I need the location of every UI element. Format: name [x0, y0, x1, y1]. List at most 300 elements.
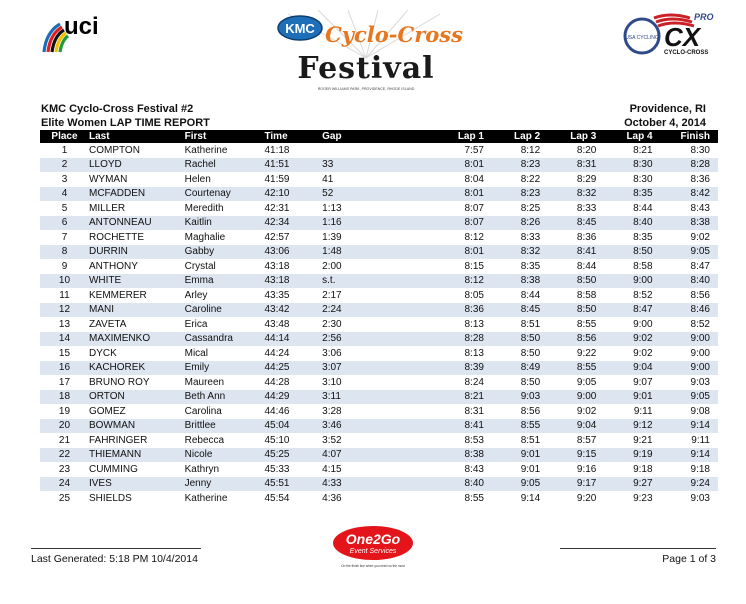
cell-lap3: 9:22 — [576, 347, 597, 359]
cell-lap4: 8:58 — [633, 260, 653, 272]
page-number: Page 1 of 3 — [662, 553, 716, 565]
cell-lap1: 8:04 — [464, 173, 484, 185]
cell-first: Gabby — [185, 245, 265, 260]
cell-lap1: 8:15 — [464, 260, 484, 272]
cell-gap: 3:10 — [322, 376, 342, 388]
cell-lap1: 8:21 — [409, 390, 492, 405]
cell-lap1: 8:07 — [464, 202, 484, 214]
cell-place: 13 — [58, 318, 71, 330]
festival-wordmark: Festival — [297, 51, 435, 86]
cell-time: 45:54 — [264, 492, 290, 504]
cell-lap4: 8:35 — [604, 187, 660, 202]
cell-time: 45:51 — [264, 477, 322, 492]
cell-lap3: 8:31 — [548, 158, 604, 173]
cell-first: Helen — [184, 173, 211, 185]
cell-place: 23 — [58, 463, 71, 475]
cell-place: 25 — [58, 492, 71, 504]
cell-lap1: 8:01 — [409, 187, 492, 202]
cell-time: 45:33 — [264, 463, 290, 475]
cell-lap1: 8:24 — [464, 376, 484, 388]
cell-lap4: 8:30 — [604, 158, 660, 173]
cell-place: 22 — [40, 448, 89, 463]
cell-lap1: 8:01 — [409, 158, 492, 173]
table-row — [40, 332, 718, 347]
table-row — [40, 462, 718, 477]
cell-lap2: 8:44 — [520, 289, 541, 301]
cell-lap1: 8:43 — [464, 463, 484, 475]
cell-time: 41:51 — [264, 158, 322, 173]
cell-lap1: 8:36 — [409, 303, 492, 318]
table-row — [40, 201, 718, 216]
table-row — [40, 419, 718, 434]
one2go-logo — [328, 524, 418, 570]
table-row — [40, 433, 718, 448]
cell-finish: 8:52 — [690, 318, 710, 330]
col-finish: Finish — [661, 130, 718, 143]
cell-lap3: 8:50 — [548, 274, 604, 289]
cell-lap2: 8:51 — [520, 434, 541, 446]
cell-finish: 9:00 — [661, 361, 718, 376]
cell-time: 41:59 — [264, 173, 290, 185]
cell-last: DURRIN — [89, 245, 185, 260]
cell-last: WYMAN — [88, 173, 128, 185]
cell-lap2: 8:51 — [520, 318, 541, 330]
cell-time: 42:31 — [264, 202, 290, 214]
cell-first: Mical — [184, 347, 208, 359]
cell-gap: 4:15 — [322, 463, 342, 475]
cell-gap: 2:56 — [322, 332, 409, 347]
kmc-text: KMC — [285, 21, 315, 36]
cell-place: 5 — [61, 202, 68, 214]
cell-lap3: 8:55 — [548, 361, 604, 376]
cell-last: COMPTON — [88, 144, 140, 156]
cell-place: 20 — [40, 419, 89, 434]
uci-wordmark: uci — [64, 13, 99, 40]
cell-lap4: 9:11 — [633, 405, 653, 417]
cell-lap3: 8:56 — [548, 332, 604, 347]
cell-time: 43:18 — [264, 274, 322, 289]
cell-gap: 1:13 — [322, 202, 342, 214]
cell-finish: 8:30 — [690, 144, 710, 156]
table-row — [40, 390, 718, 405]
cell-lap4: 8:40 — [604, 216, 660, 231]
cell-last: ANTHONY — [88, 260, 138, 272]
kmc-cyclocross-festival-logo — [268, 10, 464, 96]
cell-finish: 9:08 — [690, 405, 710, 417]
cell-time: 41:18 — [264, 144, 290, 156]
cell-finish: 9:11 — [691, 434, 710, 446]
event-date: October 4, 2014 — [624, 117, 706, 129]
cell-lap4: 9:00 — [604, 274, 660, 289]
cell-time: 45:25 — [264, 448, 322, 463]
cell-last: ANTONNEAU — [89, 216, 185, 231]
cell-lap3: 9:17 — [548, 477, 604, 492]
cell-last: THIEMANN — [89, 448, 185, 463]
cell-place: 10 — [40, 274, 89, 289]
cell-first: Emily — [185, 361, 265, 376]
one2go-wordmark: One2Go — [345, 531, 401, 547]
cell-place: 24 — [40, 477, 89, 492]
cell-gap: 2:24 — [322, 303, 409, 318]
cell-finish: 8:38 — [661, 216, 718, 231]
cell-lap1: 8:41 — [409, 419, 492, 434]
cell-first: Cassandra — [185, 332, 265, 347]
cyclocross-script: Cyclo-Cross — [325, 22, 463, 47]
one2go-tagline: On the finish line when you need us the most — [341, 564, 405, 568]
cell-lap1: 8:13 — [464, 347, 484, 359]
cell-time: 43:48 — [264, 318, 290, 330]
cell-lap4: 9:12 — [604, 419, 660, 434]
cell-time: 44:14 — [264, 332, 322, 347]
table-row — [40, 404, 718, 419]
col-lap2: Lap 2 — [492, 130, 548, 143]
cell-place: 2 — [40, 158, 89, 173]
cell-lap2: 8:22 — [520, 173, 541, 185]
cell-lap1: 8:55 — [464, 492, 484, 504]
cell-last: BRUNO ROY — [88, 376, 150, 388]
cell-first: Beth Ann — [185, 390, 265, 405]
cell-last: MILLER — [88, 202, 126, 214]
cell-gap: 1:39 — [322, 231, 342, 243]
cell-lap4: 8:35 — [633, 231, 653, 243]
table-row — [40, 259, 718, 274]
cell-time: 44:46 — [264, 405, 290, 417]
cell-finish: 8:36 — [690, 173, 710, 185]
cell-last: ROCHETTE — [88, 231, 144, 243]
cell-lap2: 8:56 — [520, 405, 541, 417]
cell-lap4: 9:18 — [633, 463, 653, 475]
cell-gap: 52 — [322, 187, 409, 202]
last-generated: Last Generated: 5:18 PM 10/4/2014 — [31, 553, 198, 565]
cell-lap2: 8:50 — [520, 376, 541, 388]
cell-last: WHITE — [89, 274, 185, 289]
cell-last: MANI — [89, 303, 185, 318]
cell-gap: 41 — [322, 173, 334, 185]
cell-first: Courtenay — [185, 187, 265, 202]
cell-gap: 4:36 — [322, 492, 342, 504]
cell-lap4: 9:07 — [633, 376, 653, 388]
cell-lap1: 8:31 — [464, 405, 484, 417]
col-time: Time — [264, 130, 322, 143]
cell-lap1: 8:01 — [409, 245, 492, 260]
cell-last: CUMMING — [88, 463, 138, 475]
cell-lap2: 8:23 — [492, 187, 548, 202]
cell-time: 44:25 — [264, 361, 322, 376]
cell-finish: 8:43 — [690, 202, 710, 214]
cell-first: Rebecca — [184, 434, 225, 446]
cell-gap: 2:17 — [322, 289, 342, 301]
cell-lap2: 8:35 — [520, 260, 541, 272]
cell-place: 18 — [40, 390, 89, 405]
cell-finish: 9:02 — [690, 231, 710, 243]
table-row — [40, 288, 718, 303]
cell-lap4: 8:52 — [633, 289, 653, 301]
cell-last: IVES — [89, 477, 185, 492]
table-row — [40, 158, 718, 173]
cell-first: Kaitlin — [185, 216, 265, 231]
cell-lap1: 8:53 — [464, 434, 484, 446]
cell-time: 42:34 — [264, 216, 322, 231]
cell-first: Maureen — [184, 376, 225, 388]
cell-lap1: 8:40 — [409, 477, 492, 492]
cell-lap4: 9:01 — [604, 390, 660, 405]
cell-finish: 9:05 — [661, 390, 718, 405]
cell-first: Arley — [184, 289, 208, 301]
cell-first: Maghalie — [184, 231, 226, 243]
cell-finish: 9:18 — [690, 463, 710, 475]
cell-lap4: 8:44 — [633, 202, 653, 214]
cell-lap4: 8:21 — [633, 144, 653, 156]
cell-first: Erica — [184, 318, 208, 330]
cell-finish: 9:14 — [661, 419, 718, 434]
cell-place: 9 — [61, 260, 68, 272]
cell-lap3: 9:04 — [548, 419, 604, 434]
cell-first: Crystal — [184, 260, 216, 272]
table-row — [40, 230, 718, 245]
cell-last: MCFADDEN — [89, 187, 185, 202]
cell-lap2: 8:49 — [492, 361, 548, 376]
cell-lap1: 7:57 — [464, 144, 484, 156]
festival-location: ROGER WILLIAMS PARK, PROVIDENCE, RHODE ISLAND — [317, 87, 415, 91]
cell-lap2: 8:55 — [492, 419, 548, 434]
cell-place: 11 — [59, 289, 70, 301]
cell-finish: 9:03 — [690, 376, 710, 388]
cell-first: Carolina — [184, 405, 222, 417]
cell-last: FAHRINGER — [88, 434, 148, 446]
cell-time: 45:10 — [264, 434, 290, 446]
cell-lap2: 8:32 — [492, 245, 548, 260]
cell-lap2: 8:45 — [492, 303, 548, 318]
table-row — [40, 274, 718, 289]
cell-lap2: 9:14 — [520, 492, 541, 504]
cell-time: 43:35 — [264, 289, 290, 301]
cell-gap: 3:06 — [322, 347, 342, 359]
cell-first: Rachel — [185, 158, 265, 173]
cell-last: ZAVETA — [88, 318, 127, 330]
cell-time: 44:28 — [264, 376, 290, 388]
cell-lap4: 9:21 — [633, 434, 653, 446]
cell-last: LLOYD — [89, 158, 185, 173]
cell-lap4: 9:27 — [604, 477, 660, 492]
cell-lap2: 8:23 — [492, 158, 548, 173]
cell-lap3: 8:55 — [576, 318, 597, 330]
pro-text: PRO — [694, 12, 714, 22]
cell-lap2: 9:03 — [492, 390, 548, 405]
cell-lap3: 8:36 — [576, 231, 597, 243]
cell-last: MAXIMENKO — [89, 332, 185, 347]
cell-lap3: 9:16 — [576, 463, 597, 475]
cell-lap4: 9:04 — [604, 361, 660, 376]
table-row — [40, 477, 718, 492]
usa-cycling-text: USA CYCLING — [625, 35, 659, 41]
cell-lap2: 8:12 — [520, 144, 541, 156]
cell-finish: 8:46 — [661, 303, 718, 318]
cell-lap3: 8:33 — [576, 202, 597, 214]
cell-lap2: 9:01 — [520, 463, 541, 475]
table-row — [40, 375, 718, 390]
table-body — [40, 143, 718, 506]
cell-lap3: 9:02 — [576, 405, 597, 417]
cell-place: 7 — [61, 231, 68, 243]
cell-last: KEMMERER — [88, 289, 147, 301]
table-row — [40, 187, 718, 202]
cell-gap: 1:48 — [322, 245, 409, 260]
cell-gap: 33 — [322, 158, 409, 173]
cell-lap3: 8:29 — [576, 173, 597, 185]
col-place: Place — [40, 130, 89, 143]
cell-place: 8 — [40, 245, 89, 260]
cell-time: 43:42 — [264, 303, 322, 318]
cell-first: Jenny — [185, 477, 265, 492]
cell-lap3: 9:15 — [548, 448, 604, 463]
cell-lap2: 8:50 — [492, 332, 548, 347]
cell-time: 45:04 — [264, 419, 322, 434]
col-lap1: Lap 1 — [409, 130, 492, 143]
cell-first: Brittlee — [185, 419, 265, 434]
cell-lap4: 8:50 — [604, 245, 660, 260]
col-lap3: Lap 3 — [548, 130, 604, 143]
cell-last: DYCK — [88, 347, 117, 359]
cell-place: 19 — [58, 405, 71, 417]
cell-lap3: 8:58 — [576, 289, 597, 301]
cell-lap1: 8:12 — [464, 231, 484, 243]
cell-lap3: 8:20 — [576, 144, 597, 156]
cell-last: GOMEZ — [88, 405, 126, 417]
cell-finish: 8:28 — [661, 158, 718, 173]
cell-lap4: 9:02 — [604, 332, 660, 347]
footer-rule-left — [31, 548, 201, 549]
cell-place: 16 — [40, 361, 89, 376]
cell-first: Nicole — [185, 448, 265, 463]
table-row — [40, 317, 718, 332]
cell-place: 1 — [61, 144, 68, 156]
table-row — [40, 143, 718, 158]
cell-lap2: 8:25 — [520, 202, 541, 214]
cell-last: KACHOREK — [89, 361, 185, 376]
cell-lap3: 8:45 — [548, 216, 604, 231]
cell-lap2: 8:26 — [492, 216, 548, 231]
table-row — [40, 448, 718, 463]
cell-lap2: 8:33 — [520, 231, 541, 243]
cell-finish: 9:05 — [661, 245, 718, 260]
cell-first: Katherine — [184, 144, 228, 156]
cell-finish: 9:03 — [690, 492, 710, 504]
cell-gap: 3:52 — [322, 434, 342, 446]
cell-lap4: 9:00 — [633, 318, 653, 330]
cell-lap3: 9:00 — [548, 390, 604, 405]
uci-logo — [38, 8, 114, 54]
cell-place: 15 — [58, 347, 71, 359]
cyclocross-text: CYCLO-CROSS — [664, 50, 709, 56]
cell-first: Kathryn — [184, 463, 220, 475]
event-location: Providence, RI — [629, 103, 706, 115]
cell-finish: 9:14 — [661, 448, 718, 463]
cell-first: Katherine — [184, 492, 228, 504]
report-title: Elite Women LAP TIME REPORT — [41, 117, 210, 129]
cell-lap2: 8:50 — [520, 347, 541, 359]
footer-rule-right — [560, 548, 716, 549]
cell-first: Emma — [185, 274, 265, 289]
cell-place: 12 — [40, 303, 89, 318]
cell-finish: 8:47 — [690, 260, 710, 272]
cell-finish: 9:00 — [690, 347, 710, 359]
cell-lap1: 8:13 — [464, 318, 484, 330]
table-row — [40, 303, 718, 318]
cell-lap4: 8:47 — [604, 303, 660, 318]
table-row — [40, 172, 718, 187]
cell-lap3: 9:05 — [576, 376, 597, 388]
table-row — [40, 346, 718, 361]
cell-lap3: 8:41 — [548, 245, 604, 260]
cell-place: 14 — [40, 332, 89, 347]
cell-finish: 8:56 — [690, 289, 710, 301]
cell-gap: 2:00 — [322, 260, 342, 272]
cell-lap1: 8:39 — [409, 361, 492, 376]
col-first: First — [185, 130, 265, 143]
cell-gap: 4:07 — [322, 448, 409, 463]
col-gap: Gap — [322, 130, 409, 143]
cell-lap1: 8:28 — [409, 332, 492, 347]
cell-last: SHIELDS — [88, 492, 132, 504]
cell-gap: 3:28 — [322, 405, 342, 417]
cell-lap1: 8:07 — [409, 216, 492, 231]
cell-time: 43:18 — [264, 260, 290, 272]
cx-text: CX — [664, 22, 701, 52]
cell-lap3: 8:50 — [548, 303, 604, 318]
cell-finish: 9:00 — [661, 332, 718, 347]
cell-gap: 4:33 — [322, 477, 409, 492]
event-name: KMC Cyclo-Cross Festival #2 — [41, 103, 194, 115]
lap-time-table — [40, 130, 718, 506]
cell-lap4: 8:30 — [633, 173, 653, 185]
cell-lap2: 9:05 — [492, 477, 548, 492]
cell-gap: s.t. — [322, 274, 409, 289]
cell-lap3: 8:57 — [576, 434, 597, 446]
cell-time: 42:10 — [264, 187, 322, 202]
cell-lap1: 8:12 — [409, 274, 492, 289]
cell-lap3: 9:20 — [576, 492, 597, 504]
table-row — [40, 245, 718, 260]
cell-place: 3 — [61, 173, 68, 185]
cell-first: Meredith — [184, 202, 224, 214]
cell-time: 44:24 — [264, 347, 290, 359]
cell-lap2: 9:01 — [492, 448, 548, 463]
cell-lap2: 8:38 — [492, 274, 548, 289]
table-row — [40, 491, 718, 506]
cell-finish: 8:42 — [661, 187, 718, 202]
cell-place: 17 — [58, 376, 71, 388]
cell-gap: 2:30 — [322, 318, 342, 330]
cell-finish: 9:24 — [661, 477, 718, 492]
cell-finish: 8:40 — [661, 274, 718, 289]
cell-lap4: 9:23 — [633, 492, 653, 504]
cell-lap3: 8:32 — [548, 187, 604, 202]
cell-gap: 3:11 — [322, 390, 409, 405]
table-row — [40, 216, 718, 231]
table-row — [40, 361, 718, 376]
cell-place: 21 — [58, 434, 71, 446]
cell-lap4: 9:02 — [633, 347, 653, 359]
cell-place: 4 — [40, 187, 89, 202]
one2go-subtitle: Event Services — [349, 548, 397, 555]
cell-last: ORTON — [89, 390, 185, 405]
col-lap4: Lap 4 — [604, 130, 660, 143]
cell-last: BOWMAN — [89, 419, 185, 434]
table-header-row — [40, 130, 718, 143]
cell-lap3: 8:44 — [576, 260, 597, 272]
cell-first: Caroline — [185, 303, 265, 318]
cell-gap: 1:16 — [322, 216, 409, 231]
